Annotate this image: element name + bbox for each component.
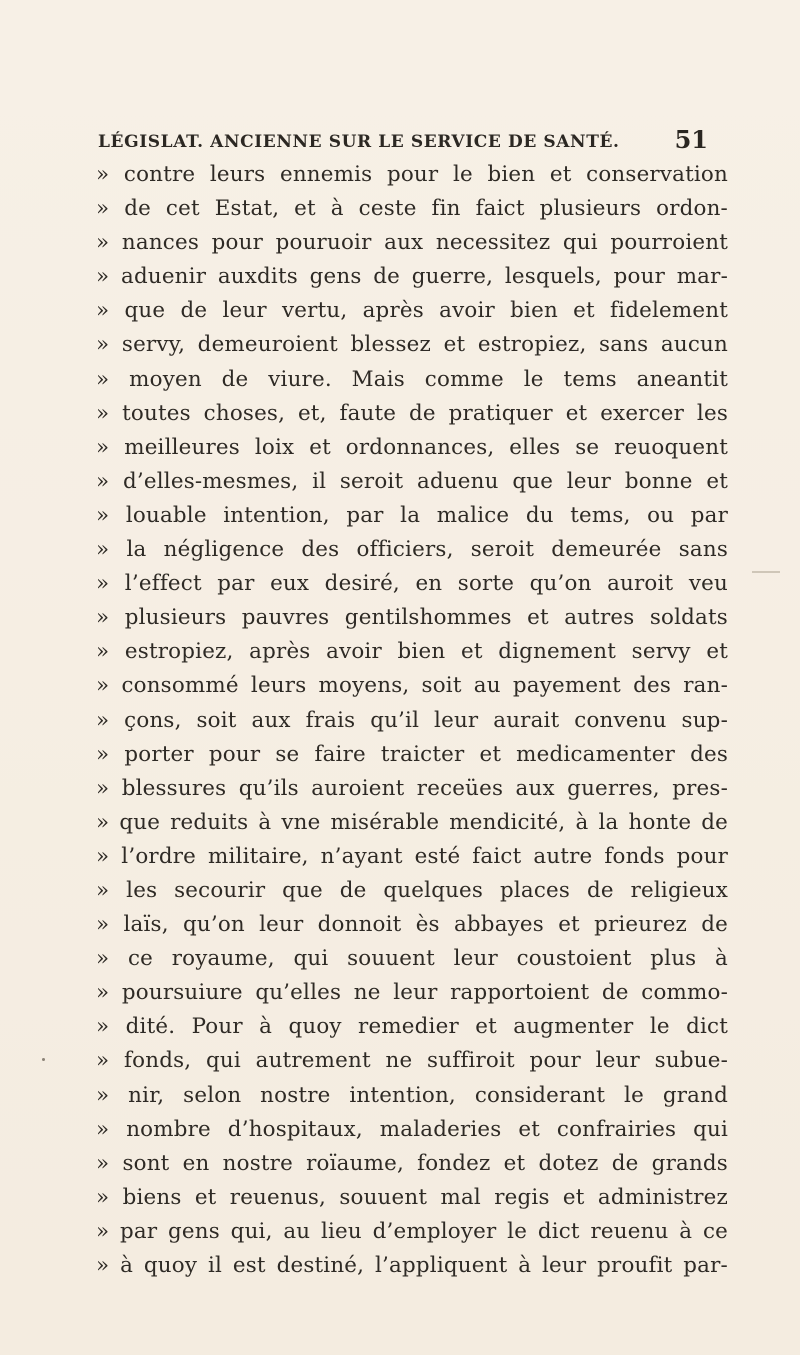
text-line: » poursuiure qu’elles ne leur rapportoient de commo- (96, 980, 728, 1006)
text-line: » moyen de viure. Mais comme le tems aneantit (96, 366, 728, 392)
text-line: » nombre d’hospitaux, maladeries et confrairies qui (96, 1116, 728, 1142)
text-line: » aduenir auxdits gens de guerre, lesquels, pour mar- (96, 264, 728, 290)
text-line: » de cet Estat, et à ceste fin faict plusieurs ordon- (96, 196, 728, 222)
page-number: 51 (674, 125, 708, 154)
text-line: » l’effect par eux desiré, en sorte qu’on auroit veu (96, 571, 728, 597)
text-line: » estropiez, après avoir bien et dignement servy et (96, 639, 728, 665)
text-line: » ce royaume, qui souuent leur coustoient plus à (96, 946, 728, 972)
text-line: » consommé leurs moyens, soit au payement des ran- (96, 673, 728, 699)
text-line: » fonds, qui autrement ne suffiroit pour leur subue- (96, 1048, 728, 1074)
text-line: » laïs, qu’on leur donnoit ès abbayes et prieurez de (96, 912, 728, 938)
text-line: » çons, soit aux frais qu’il leur aurait convenu sup- (96, 707, 728, 733)
text-line: » les secourir que de quelques places de religieux (96, 877, 728, 903)
text-line: » porter pour se faire traicter et medicamenter des (96, 741, 728, 767)
text-line: » la négligence des officiers, seroit demeurée sans (96, 537, 728, 563)
text-line: » biens et reuenus, souuent mal regis et administrez (96, 1184, 728, 1210)
text-line: » nances pour pouruoir aux necessitez qui pourroient (96, 230, 728, 256)
page-header (98, 118, 708, 152)
text-line: » nir, selon nostre intention, considerant le grand (96, 1082, 728, 1108)
text-line: » l’ordre militaire, n’ayant esté faict autre fonds pour (96, 843, 728, 869)
text-line: » louable intention, par la malice du tems, ou par (96, 502, 728, 528)
text-line: » dité. Pour à quoy remedier et augmenter le dict (96, 1014, 728, 1040)
text-line: » blessures qu’ils auroient receües aux guerres, pres- (96, 775, 728, 801)
text-line: » plusieurs pauvres gentilshommes et autres soldats (96, 605, 728, 631)
text-line: » toutes choses, et, faute de pratiquer et exercer les (96, 400, 728, 426)
text-line: » que de leur vertu, après avoir bien et fidelement (96, 298, 728, 324)
text-line: » à quoy il est destiné, l’appliquent à leur proufit par- (96, 1253, 728, 1278)
text-line: » par gens qui, au lieu d’employer le dict reuenu à ce (96, 1218, 728, 1244)
body-text (96, 158, 728, 1283)
text-line: » sont en nostre roïaume, fondez et dotez de grands (96, 1150, 728, 1176)
text-line: » que reduits à vne misérable mendicité, à la honte de (96, 809, 728, 835)
text-line: » d’elles-mesmes, il seroit aduenu que leur bonne et (96, 468, 728, 494)
text-line: » servy, demeuroient blessez et estropiez, sans aucun (96, 332, 728, 358)
text-line: » meilleures loix et ordonnances, elles se reuoquent (96, 434, 728, 460)
text-line: » contre leurs ennemis pour le bien et conservation (96, 162, 728, 187)
margin-mark (752, 571, 780, 573)
margin-dot (42, 1058, 45, 1061)
running-title: LÉGISLAT. ANCIENNE SUR LE SERVICE DE SANTÉ. (98, 132, 620, 152)
